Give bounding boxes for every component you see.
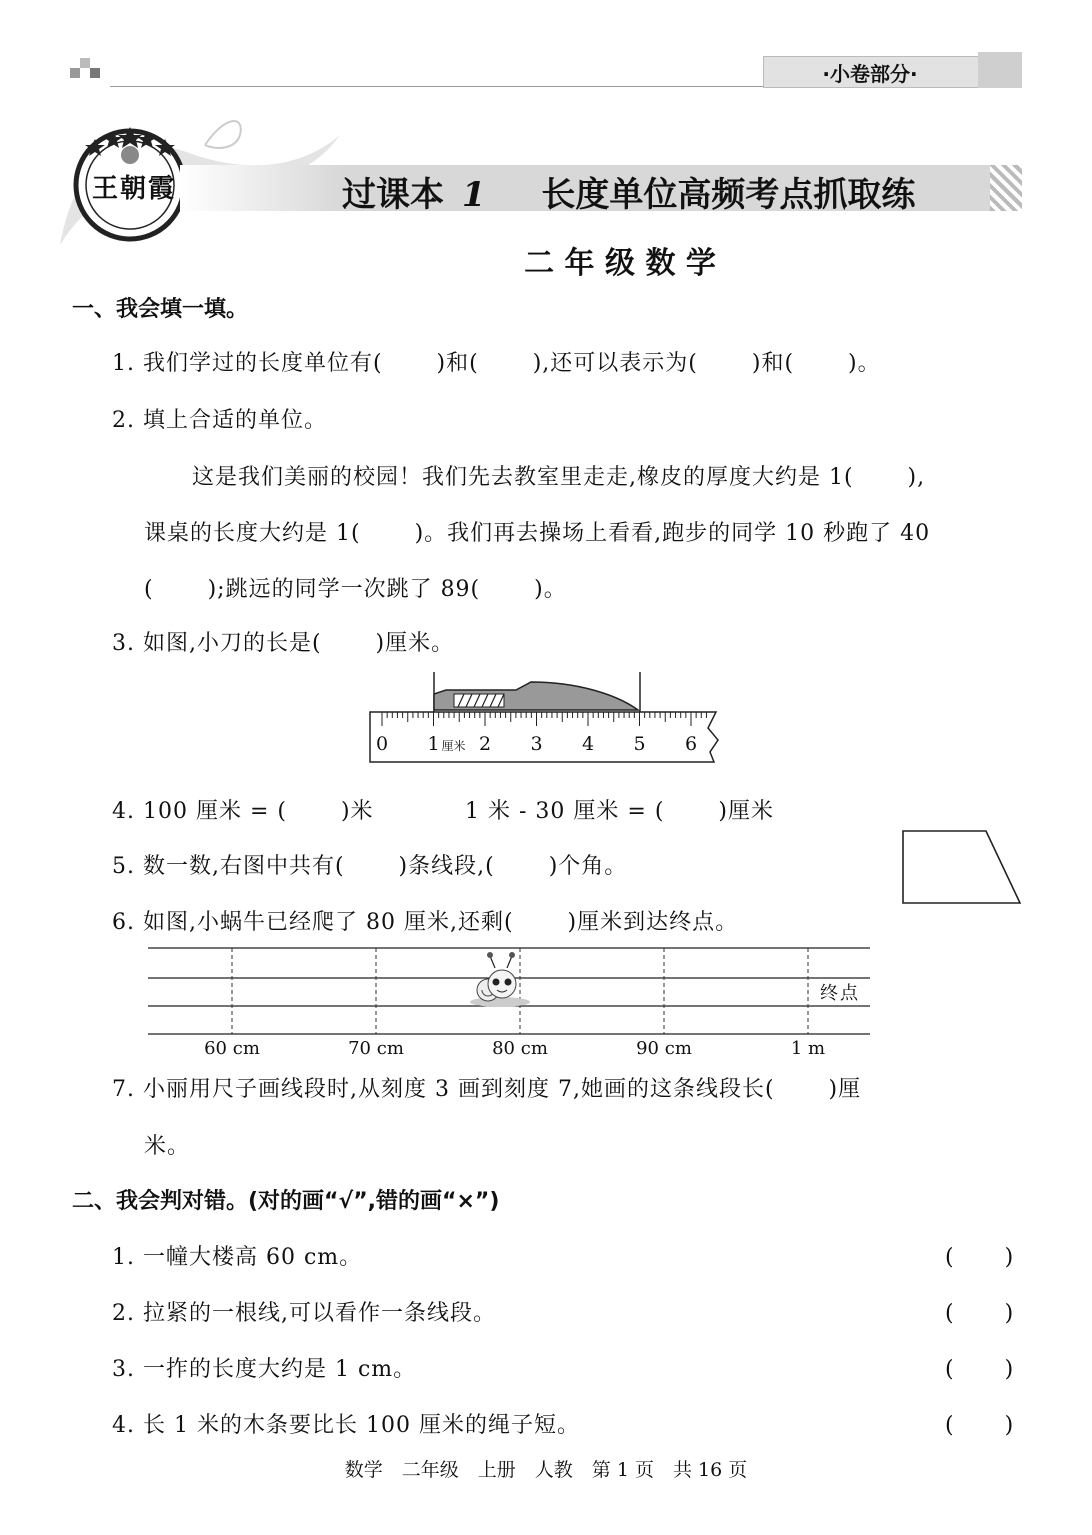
title-number: 1 bbox=[461, 175, 486, 215]
question-7-line2: 米。 bbox=[144, 1134, 191, 1159]
snail-icon bbox=[470, 952, 530, 1007]
answer-blank-4[interactable]: ( ) bbox=[945, 1413, 1014, 1438]
question-6: 6. 如图,小蜗牛已经爬了 80 厘米,还剩( )厘米到达终点。 bbox=[112, 910, 739, 935]
judge-item-2: 2. 拉紧的一根线,可以看作一条线段。 bbox=[112, 1301, 496, 1326]
section-tag-text: ·小卷部分· bbox=[822, 62, 918, 86]
ruler-label: 6 bbox=[685, 733, 698, 755]
track-label: 90 cm bbox=[636, 1038, 692, 1059]
question-2-line1: 这是我们美丽的校园！我们先去教室里走走,橡皮的厚度大约是 1( ), bbox=[192, 465, 926, 490]
question-4b: 1 米 - 30 厘米 = ( )厘米 bbox=[465, 799, 774, 824]
corner-decoration bbox=[70, 58, 110, 88]
question-3: 3. 如图,小刀的长是( )厘米。 bbox=[112, 631, 455, 656]
ruler-label: 0 bbox=[376, 733, 389, 755]
track-label: 70 cm bbox=[348, 1038, 404, 1059]
question-2-line2: 课桌的长度大约是 1( )。我们再去操场上看看,跑步的同学 10 秒跑了 40 bbox=[144, 521, 931, 546]
ruler-label: 1 bbox=[427, 733, 440, 755]
ruler-label: 5 bbox=[633, 733, 646, 755]
top-rule bbox=[110, 86, 770, 87]
section-tag-block bbox=[978, 52, 1022, 88]
track-label: 60 cm bbox=[204, 1038, 260, 1059]
title-bar-dots bbox=[990, 165, 1022, 211]
page-subtitle: 二 年 级 数 学 bbox=[524, 246, 716, 281]
question-5: 5. 数一数,右图中共有( )条线段,( )个角。 bbox=[112, 854, 628, 879]
answer-blank-2[interactable]: ( ) bbox=[945, 1301, 1014, 1326]
question-4a: 4. 100 厘米 = ( )米 bbox=[112, 799, 374, 824]
snail-track bbox=[140, 944, 880, 1064]
question-1: 1. 我们学过的长度单位有( )和( ),还可以表示为( )和( )。 bbox=[112, 351, 881, 376]
track-end-label: 终点 bbox=[820, 983, 860, 1004]
ruler-label: 3 bbox=[530, 733, 543, 755]
question-7-line1: 7. 小丽用尺子画线段时,从刻度 3 画到刻度 7,她画的这条线段长( )厘 bbox=[112, 1077, 862, 1102]
question-2-line3: ( );跳远的同学一次跳了 89( )。 bbox=[144, 577, 567, 602]
title-prefix: 过课本 bbox=[342, 175, 444, 215]
track-label: 80 cm bbox=[492, 1038, 548, 1059]
track-label: 1 m bbox=[790, 1038, 826, 1059]
ruler-unit-label: 厘米 bbox=[441, 739, 466, 753]
ruler-label: 2 bbox=[479, 733, 492, 755]
title-main: 长度单位高频考点抓取练 bbox=[541, 175, 916, 215]
page-title bbox=[342, 167, 915, 216]
ruler-label: 4 bbox=[582, 733, 595, 755]
judge-item-1: 1. 一幢大楼高 60 cm。 bbox=[112, 1245, 363, 1270]
judge-item-4: 4. 长 1 米的木条要比长 100 厘米的绳子短。 bbox=[112, 1413, 580, 1438]
page-footer: 数学 二年级 上册 人教 第 1 页 共 16 页 bbox=[344, 1459, 748, 1481]
answer-blank-1[interactable]: ( ) bbox=[945, 1245, 1014, 1270]
judge-item-3: 3. 一拃的长度大约是 1 cm。 bbox=[112, 1357, 417, 1382]
section1-heading: 一、我会填一填。 bbox=[72, 297, 249, 322]
section2-heading: 二、我会判对错。(对的画“√”,错的画“×”) bbox=[72, 1189, 500, 1214]
trapezoid-figure bbox=[900, 828, 1026, 906]
ruler-figure bbox=[366, 668, 726, 768]
question-2: 2. 填上合适的单位。 bbox=[112, 408, 327, 433]
answer-blank-3[interactable]: ( ) bbox=[945, 1357, 1014, 1382]
logo-name: 王朝霞 bbox=[92, 174, 177, 204]
